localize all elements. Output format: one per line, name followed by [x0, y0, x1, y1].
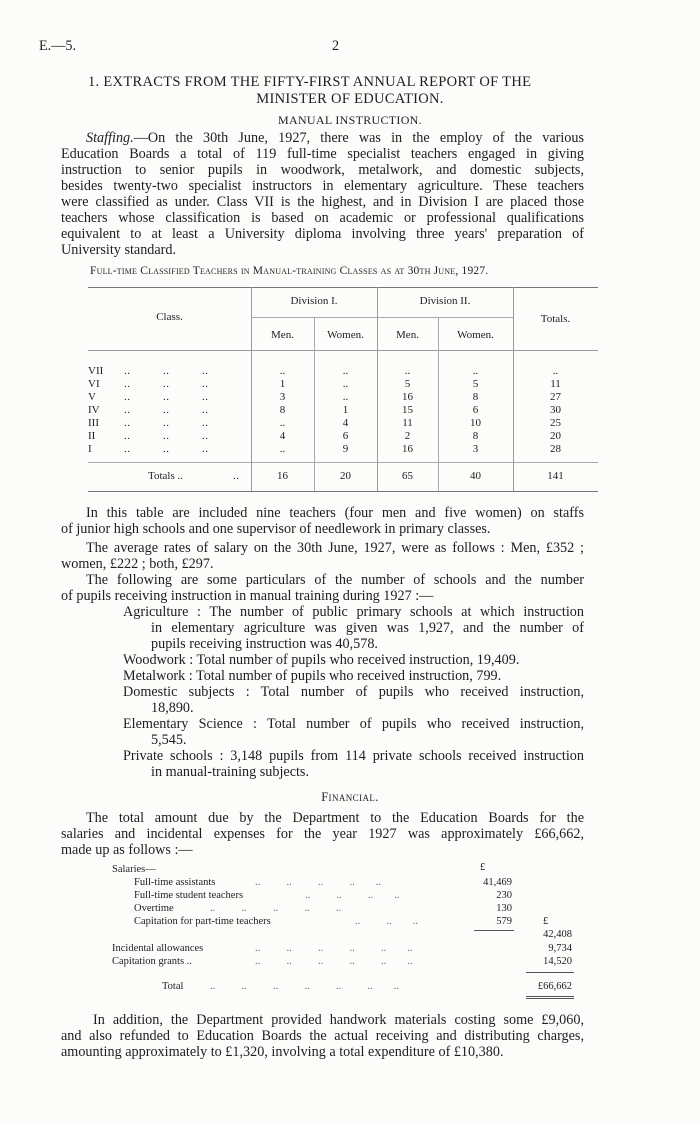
cell-total: 11 — [550, 378, 561, 390]
row-class: III — [88, 417, 99, 429]
cell-d1-men: .. — [279, 365, 286, 377]
section-heading-manual: MANUAL INSTRUCTION. — [278, 113, 422, 127]
pound-sign-col2: £ — [543, 916, 549, 927]
staffing-line2: Education Boards a total of 119 full-time specialist teachers engaged in giving — [61, 146, 584, 162]
total-d1-women: 20 — [340, 470, 351, 482]
cell-d1-men: 4 — [279, 430, 286, 442]
item-private-line2: in manual-training subjects. — [151, 764, 309, 780]
staffing-lead: Staffing. — [86, 130, 134, 146]
header-d2-women: Women. — [457, 329, 494, 341]
cell-d1-men: .. — [279, 417, 286, 429]
fin-total-label: Total — [162, 981, 184, 992]
fin-para-line3: made up as follows :— — [61, 842, 193, 858]
para4-line1: The following are some particulars of the number of schools and the number — [86, 572, 584, 588]
leader-dots: .. .. .. .. — [305, 890, 400, 901]
fin-incidental-label: Incidental allowances — [112, 943, 204, 954]
para-last-line2: and also refunded to Education Boards the actual receiving and distributing charges, — [61, 1028, 584, 1044]
item-agriculture-line3: pupils receiving instruction was 40,578. — [151, 636, 378, 652]
fin-total-value: £66,662 — [537, 981, 572, 992]
double-rule-top — [526, 996, 574, 997]
header-division-2: Division II. — [419, 295, 471, 307]
fin-capitation-label: Capitation for part-time teachers — [134, 916, 271, 927]
cell-total: 30 — [550, 404, 561, 416]
staffing-line1: Staffing.—On the 30th June, 1927, there was in the employ of the various — [86, 130, 584, 146]
fin-capitation-grants-value: 14,520 — [543, 956, 572, 967]
report-code: E.—5. — [39, 38, 77, 54]
header-d1-men: Men. — [271, 329, 294, 341]
cell-total: 25 — [550, 417, 561, 429]
row-class: VI — [88, 378, 100, 390]
cell-d2-men: 15 — [402, 404, 413, 416]
totals-label: Totals .. — [148, 470, 183, 482]
grand-total: 141 — [547, 470, 564, 482]
total-d2-men: 65 — [402, 470, 413, 482]
cell-d2-women: .. — [472, 365, 479, 377]
cell-d1-men: 1 — [279, 378, 286, 390]
fin-fta-label: Full-time assistants — [134, 877, 216, 888]
cell-d2-women: 8 — [472, 391, 479, 403]
cell-d2-women: 5 — [472, 378, 479, 390]
fin-overtime-label: Overtime — [134, 903, 174, 914]
item-private-line1: Private schools : 3,148 pupils from 114 private schools received instruction — [123, 748, 584, 764]
cell-d2-men: .. — [404, 365, 411, 377]
section-heading-financial: Financial. — [321, 790, 379, 804]
cell-d2-men: 16 — [402, 443, 413, 455]
total-d2-women: 40 — [470, 470, 481, 482]
staffing-line8: University standard. — [61, 242, 177, 258]
fin-para-line2: salaries and incidental expenses for the year 1927 was approximately £66,662, — [61, 826, 584, 842]
para2-line1: In this table are included nine teachers (four men and five women) on staffs — [86, 505, 584, 521]
row-leader-dots: .. .. .. — [124, 443, 209, 455]
staffing-line4: besides twenty-two specialist instructors in elementary agriculture. These teachers — [61, 178, 584, 194]
leader-dots: .. .. .. — [355, 916, 418, 927]
cell-d2-women: 3 — [472, 443, 479, 455]
item-elementary-line2: 5,545. — [151, 732, 187, 748]
staffing-line5: were classified as under. Class VII is the highest, and in Division I are placed those — [61, 194, 584, 210]
cell-total: 27 — [550, 391, 561, 403]
header-class: Class. — [156, 311, 183, 323]
item-domestic-line1: Domestic subjects : Total number of pupils who received instruction, — [123, 684, 584, 700]
cell-d1-men: 8 — [279, 404, 286, 416]
item-metalwork: Metalwork : Total number of pupils who received instruction, 799. — [123, 668, 502, 684]
table-caption: Full-time Classified Teachers in Manual-training Classes as at 30th June, 1927. — [90, 265, 489, 277]
item-woodwork: Woodwork : Total number of pupils who received instruction, 19,409. — [123, 652, 520, 668]
row-class: V — [88, 391, 96, 403]
cell-d1-women: 1 — [342, 404, 349, 416]
fin-salaries-label: Salaries— — [112, 864, 156, 875]
row-class: I — [88, 443, 92, 455]
cell-d2-women: 8 — [472, 430, 479, 442]
para3-line2: women, £222 ; both, £297. — [61, 556, 214, 572]
header-d1-women: Women. — [327, 329, 364, 341]
cell-d1-women: .. — [342, 365, 349, 377]
cell-d1-men: .. — [279, 443, 286, 455]
header-division-1: Division I. — [290, 295, 338, 307]
cell-d1-women: 9 — [342, 443, 349, 455]
item-domestic-line2: 18,890. — [151, 700, 194, 716]
staffing-line7: equivalent to at least a University diploma involving three years' preparation of — [61, 226, 584, 242]
para2-line2: of junior high schools and one supervisor of needlework in primary classes. — [61, 521, 491, 537]
para-last-line3: amounting approximately to £1,320, involving a total expenditure of £10,380. — [61, 1044, 504, 1060]
row-class: II — [88, 430, 96, 442]
para-last-line1: In addition, the Department provided handwork materials costing some £9,060, — [93, 1012, 584, 1028]
leader-dots: .. .. .. .. .. .. — [255, 956, 413, 967]
cell-d1-women: 6 — [342, 430, 349, 442]
item-elementary-line1: Elementary Science : Total number of pupils who received instruction, — [123, 716, 584, 732]
double-rule-bottom — [526, 998, 574, 999]
cell-d1-women: .. — [342, 391, 349, 403]
row-leader-dots: .. .. .. — [124, 391, 209, 403]
cell-d1-women: .. — [342, 378, 349, 390]
staffing-line3: instruction to senior pupils in woodwork, metalwork, and domestic subjects, — [61, 162, 584, 178]
cell-total: .. — [552, 365, 559, 377]
pound-sign-col1: £ — [480, 862, 486, 873]
report-title-line2: MINISTER OF EDUCATION. — [256, 91, 444, 107]
cell-d2-men: 5 — [404, 378, 411, 390]
fin-incidental-value: 9,734 — [548, 943, 572, 954]
cell-d1-women: 4 — [342, 417, 349, 429]
row-leader-dots: .. .. .. — [124, 378, 209, 390]
row-class: VII — [88, 365, 104, 377]
staffing-line6: teachers whose classification is based on academic or professional qualifications — [61, 210, 584, 226]
para4-line2: of pupils receiving instruction in manual training during 1927 :— — [61, 588, 434, 604]
item-agriculture-line1: Agriculture : The number of public primary schools at which instruction — [123, 604, 584, 620]
row-leader-dots: .. — [233, 470, 240, 482]
cell-d1-men: 3 — [279, 391, 286, 403]
row-leader-dots: .. .. .. — [124, 404, 209, 416]
header-totals: Totals. — [540, 313, 571, 325]
leader-dots: .. .. .. .. .. .. — [255, 943, 413, 954]
item-agriculture-line2: in elementary agriculture was given was 1,927, and the number of — [151, 620, 584, 636]
leader-dots: .. .. .. .. .. .. .. — [210, 981, 399, 992]
fin-fta-value: 41,469 — [483, 877, 512, 888]
page-number: 2 — [332, 38, 340, 54]
fin-para-line1: The total amount due by the Department to the Education Boards for the — [86, 810, 584, 826]
fin-overtime-value: 130 — [496, 903, 512, 914]
cell-total: 28 — [550, 443, 561, 455]
teachers-table — [88, 287, 598, 491]
report-title-line1: 1. EXTRACTS FROM THE FIFTY-FIRST ANNUAL REPORT OF THE — [88, 74, 532, 90]
fin-fts-value: 230 — [496, 890, 512, 901]
leader-dots: .. .. .. .. .. — [255, 877, 381, 888]
fin-fts-label: Full-time student teachers — [134, 890, 244, 901]
total-rule — [526, 972, 574, 973]
fin-capitation-grants: Capitation grants .. — [112, 956, 192, 967]
row-leader-dots: .. .. .. — [124, 365, 209, 377]
cell-d2-men: 11 — [402, 417, 413, 429]
header-d2-men: Men. — [396, 329, 419, 341]
para3-line1: The average rates of salary on the 30th June, 1927, were as follows : Men, £352 ; — [86, 540, 584, 556]
cell-d2-women: 10 — [470, 417, 481, 429]
cell-d2-men: 16 — [402, 391, 413, 403]
leader-dots: .. .. .. .. .. — [210, 903, 342, 914]
fin-capitation-value: 579 — [496, 916, 512, 927]
row-leader-dots: .. .. .. — [124, 417, 209, 429]
cell-d2-women: 6 — [472, 404, 479, 416]
cell-d2-men: 2 — [404, 430, 411, 442]
fin-salaries-total: 42,408 — [543, 929, 572, 940]
row-leader-dots: .. .. .. — [124, 430, 209, 442]
total-d1-men: 16 — [277, 470, 288, 482]
row-class: IV — [88, 404, 100, 416]
cell-total: 20 — [550, 430, 561, 442]
